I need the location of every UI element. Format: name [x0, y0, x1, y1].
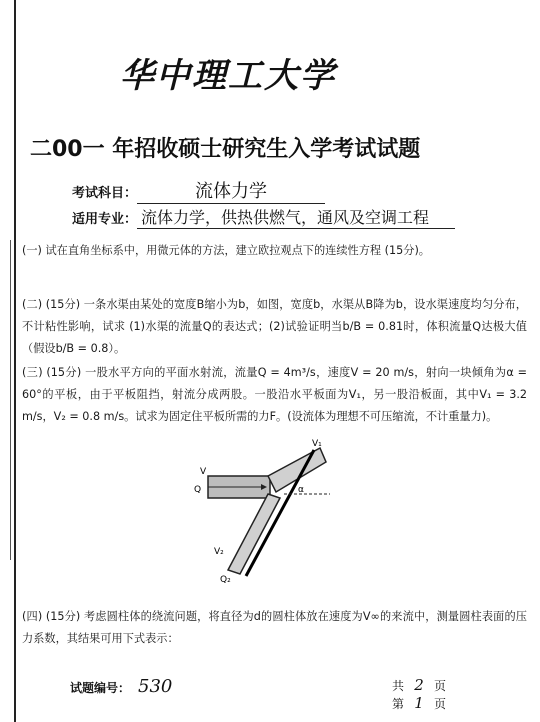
page-number-unit: 页 [434, 697, 447, 711]
total-pages-value: 2 [414, 676, 424, 694]
label-v1: V₁ [312, 439, 322, 449]
university-name: 华中理工大学 [120, 56, 336, 96]
page-edge-line [14, 0, 16, 722]
label-alpha: α [298, 485, 304, 495]
major-label: 适用专业： [72, 212, 138, 227]
exam-title: 二00一 年招收硕士研究生入学考试试题 [30, 137, 421, 162]
page-edge-line-inner [10, 240, 11, 560]
question-4: (四) (15分) 考虑圆柱体的绕流问题，将直径为d的圆柱体放在速度为V∞的来流中，测量圆柱表面的压力系数，其结果可用下式表示： [22, 610, 527, 645]
label-q: Q [194, 485, 202, 495]
question-1: (一) 试在直角坐标系中，用微元体的方法，建立欧拉观点下的连续性方程 (15分)。 [22, 244, 430, 257]
question-2: (二) (15分) 一条水渠由某处的宽度B缩小为b，如图，宽度b，水渠从B降为b，设水渠速度均匀分布，不计粘性影响，试求 (1)水渠的流量Q的表达式；(2)试验证明当b/B = 0.81时，体积流量Q达极大值（假设b/B = 0.8）。 [22, 298, 527, 355]
major-row [72, 205, 455, 229]
exam-code [70, 676, 172, 697]
subject-row [72, 177, 325, 204]
major-value: 流体力学，供热供燃气，通风及空调工程 [137, 205, 455, 229]
exam-code-label: 试题编号： [70, 681, 131, 695]
subject-value: 流体力学 [137, 177, 325, 204]
label-q2: Q₂ [220, 575, 231, 585]
total-pages-label: 共 [392, 679, 405, 693]
upper-branch [268, 448, 326, 492]
total-pages [392, 676, 446, 694]
label-v2: V₂ [214, 547, 224, 557]
subject-label: 考试科目： [72, 186, 138, 201]
page-number [392, 694, 446, 712]
page-number-label: 第 [392, 697, 405, 711]
exam-code-value: 530 [138, 676, 173, 697]
total-pages-unit: 页 [434, 679, 447, 693]
question-3: (三) (15分) 一股水平方向的平面水射流，流量Q = 4m³/s，速度V = 20 m/s，射向一块倾角为α = 60°的平板，由于平板阻挡，射流分成两股。一股沿水平板面为V₁，另一股沿板面，其中V₁ = 3.2 m/s，V₂ = 0.8 m/s。试求为固定住平板所需的力F。(设流体为理想不可压缩流，不计重量力)。 [22, 366, 527, 423]
jet-plate-diagram [180, 436, 360, 586]
page-number-value: 1 [414, 694, 424, 712]
label-v: V [200, 467, 207, 477]
